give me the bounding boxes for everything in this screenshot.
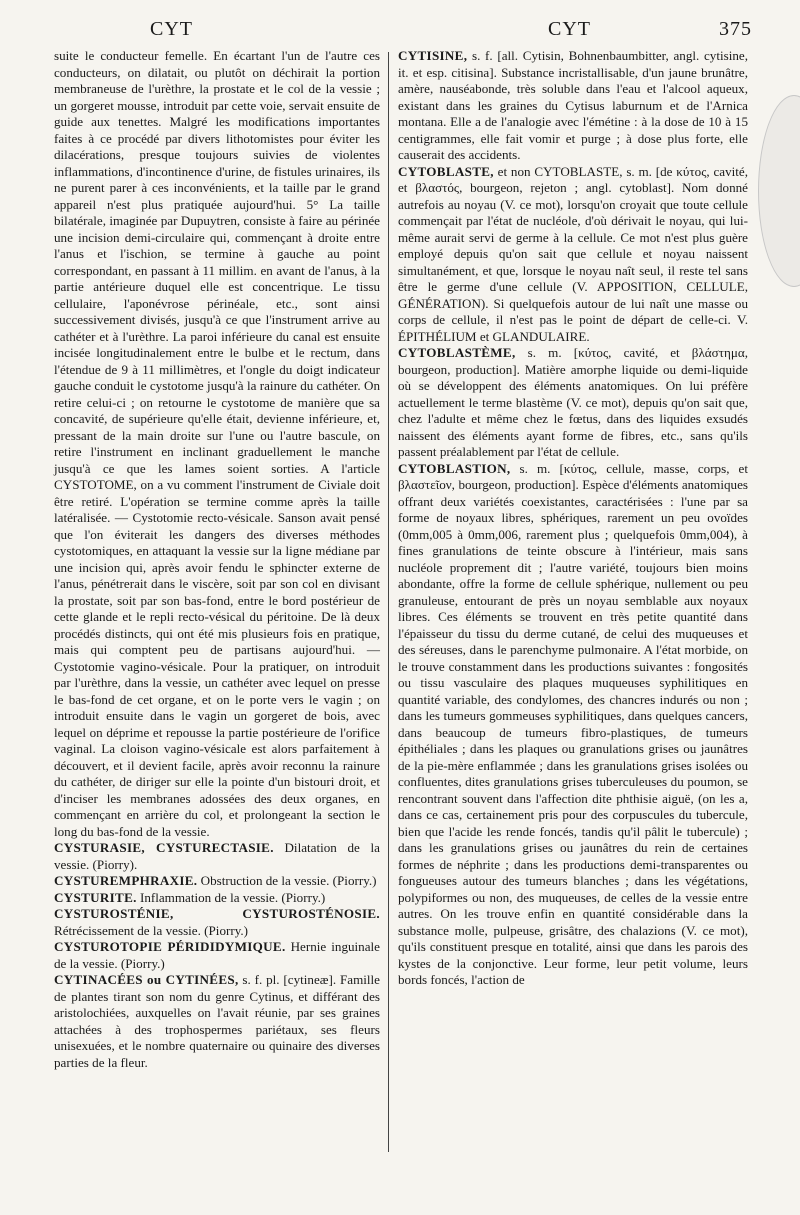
dictionary-entry [54, 939, 380, 972]
entry-text: Inflammation de la vessie. (Piorry.) [136, 889, 326, 905]
running-head-left: CYT [150, 18, 193, 40]
entry-headword: CYTOBLASTE, [398, 163, 494, 179]
left-column [54, 48, 380, 1071]
entry-text: et non CYTOBLASTE, s. m. [de κύτος, cavité, et βλαστός, bourgeon, rejeton ; angl. cytoblast]. Nom donné autrefois au noyau (V. ce mot), lorsqu'on croyait que toute cellule commençait par l'état de nucléole, d'où dérivait le noyau, qui lui-même aurait servi de germe à la cellule. Ce mot n'est plus guère employé depuis qu'on sait que cellule et noyau naissent simultanément, et que, lorsque le noyau naît seul, il reste tel sans être le germe d'une cellule (V. APPOSITION, CELLULE, GÉNÉRATION). Si quelquefois autour de lui naît une masse ou corps de cellule, il n'est pas le point de départ de celle-ci. V. ÉPITHÉLIUM et GLANDULAIRE. [398, 163, 748, 344]
entry-text: s. m. [κύτος, cellule, masse, corps, et βλαστεῖον, bourgeon, production]. Espèce d'éléments anatomiques offrant deux variétés coexistantes, caractérisées : l'une par sa forme de noyaux libres, sphériques, rarement un peu ovoïdes (0mm,005 à 0mm,006, rarement plus ; quelquefois 0mm,004), à fines granulations de teinte obscure à l'intérieur, mais sans nucléole proprement dit ; l'autre variété, toujours bien moins abondante, offre la forme de cellule sphérique, nullement ou peu granuleuse, entourant de près un noyau semblable aux noyaux libres. Ces éléments se trouvent en très petite quantité dans l'épaisseur du tissu du derme cutané, de celui des muqueuses et des séreuses, dans le parenchyme pulmonaire. A l'état morbide, on le trouve constamment dans les productions suivantes : fongosités ou tissu vasculaire des plaques muqueuses syphilitiques en quantité variable, des condylomes, des chancres indurés ou non ; dans les tumeurs gommeuses syphilitiques, dans quelques cancers, dans beaucoup de tumeurs fibro-plastiques, de tumeurs épithéliales ; dans les plaques ou granulations grises ou jaunâtres de la pie-mère enflammée ; dans les granulations grises isolées ou confluentes, dites granulations grises tuberculeuses du poumon, se rencontrant souvent dans l'affection dite phthisie aiguë, (on les a, dans ce cas, certainement pris pour des corpuscules du tubercule, bien que l'acide les rende foncés, tandis qu'il pâlit le tubercule) ; dans les granulations grises ou jaunâtres du rein de certaines formes de néphrite ; dans les productions demi-transparentes ou fongueuses autour des tumeurs blanches ; dans les végétations, polypiformes ou non, des muqueuses, de celles de la vessie entre autres. On les trouve enfin en quantité considérable dans la substance molle, pulpeuse, grisâtre, des chalazions (V. ce mot), qu'ils constituent presque en totalité, ainsi que dans les parois des kystes de la conjonctive. Leur forme, leur petit volume, leurs bords foncés, l'action de [398, 460, 748, 987]
dictionary-entry [398, 48, 748, 164]
dictionary-entry [54, 840, 380, 873]
dictionary-entry [398, 461, 748, 989]
right-column [398, 48, 748, 989]
entry-text: Obstruction de la vessie. (Piorry.) [197, 873, 377, 888]
running-head-center: CYT [548, 18, 591, 40]
dictionary-entry [398, 345, 748, 461]
continuation-paragraph: suite le conducteur femelle. En écartant l'un de l'autre ces conducteurs, on dilatait, ou plutôt on déchirait la portion membraneuse de l'urèthre, la prostate et le col de la vessie ; un gorgeret mousse, introduit par cette voie, servait ensuite de guide aux tenettes. Malgré les modifications importantes faites à ce procédé par divers lithotomistes pour éviter les dilacérations, presque toujours suivies de violentes inflammations, d'incontinence d'urine, de fistules urinaires, ils ne purent parer à ces inconvénients, et la taille par le grand appareil n'est plus pratiquée aujourd'hui. 5° La taille bilatérale, imaginée par Dupuytren, consiste à faire au périnée une incision demi-circulaire qui, commençant à droite entre l'anus et l'ischion, se termine à gauche au point correspondant, en passant à 11 millim. en avant de l'anus, à la partie antérieure duquel elle est concentrique. Le tissu cellulaire, l'aponévrose périnéale, etc., sont ainsi successivement divisés, jusqu'à ce que l'instrument arrive au cathéter et à l'urèthre. La paroi inférieure du canal est ensuite incisée longitudinalement entre le bulbe et le rectum, dans l'étendue de 9 à 11 millimètres, et l'ongle du doigt indicateur gauche conduit le cystotome jusqu'à la rainure du cathéter. On retire celui-ci ; on retourne le cystotome de manière que sa concavité, de supérieure qu'elle était, devienne inférieure, et, pressant de la main droite sur l'une ou l'autre bascule, on retire l'instrument en inclinant graduellement le manche jusqu'à ce que les lames soient sorties. A l'article CYSTOTOME, on a vu comment l'instrument de Civiale doit être retiré. L'opération se termine comme après la taille latéralisée. — Cystotomie recto-vésicale. Sanson avait pensé que l'on éviterait les dangers des diverses méthodes cystotomiques, en attaquant la vessie sur la ligne médiane par une incision qui, après avoir fendu le sphincter externe de l'anus, pénétrerait dans le viscère, soit par son col en divisant la prostate, soit par son bas-fond, entre le bord postérieur de cette glande et le repli recto-vésical du péritoine. De là deux procédés distincts, qui ont été mis plusieurs fois en pratique, mais qui comptent peu de partisans aujourd'hui. — Cystotomie vagino-vésicale. Pour la pratiquer, on introduit par l'urèthre, dans la vessie, un cathéter avec lequel on presse le bas-fond de cet organe, et on le porte vers le vagin ; on introduit ensuite dans le vagin un gorgeret de bois, avec lequel on déprime et repousse la partie postérieure de l'orifice vaginal. La cloison vagino-vésicale est alors parfaitement à découvert, et il devient facile, après avoir reconnu la rainure du cathéter, de diriger sur elle la pointe d'un bistouri droit, et d'inciser les membranes adossées des deux organes, en commençant en arrière du col, et prolongeant la section le long du bas-fond de la vessie. [54, 48, 380, 839]
entry-headword: CYTOBLASTION, [398, 460, 511, 476]
dictionary-entry [54, 906, 380, 939]
column-divider [388, 52, 389, 1152]
entry-headword: CYSTUROTOPIE PÉRIDIDYMIQUE. [54, 939, 286, 954]
library-stamp [758, 95, 800, 287]
entry-text: s. f. [all. Cytisin, Bohnenbaumbitter, angl. cytisine, it. et esp. citisina]. Substance incristallisable, d'un jaune brunâtre, amère, nauséabonde, très soluble dans l'eau et l'alcool aqueux, existant dans les graines du Cytisus laburnum et de l'Arnica montana. Elle a de l'analogie avec l'émétine : à la dose de 10 à 15 centigrammes, elle fait vomir et purge ; à dose plus forte, elle causerait des accidents. [398, 48, 748, 162]
entry-text: s. f. pl. [cytineæ]. Famille de plantes tirant son nom du genre Cytinus, et différant des aristolochiées, auxquelles on l'avait réunie, par ses graines attachées à des trophospermes pariétaux, ses fleurs unisexuées, et le nombre quaternaire ou quinaire des diverses parties de la fleur. [54, 972, 380, 1070]
entry-headword: CYSTURITE. [54, 889, 137, 905]
dictionary-entry [54, 972, 380, 1071]
entry-text: Rétrécissement de la vessie. (Piorry.) [54, 922, 249, 938]
dictionary-entry [54, 873, 380, 890]
entry-headword: CYTINACÉES ou CYTINÉES, [54, 972, 239, 987]
entry-text: Hernie inguinale de la vessie. (Piorry.) [54, 939, 380, 971]
page-number: 375 [719, 18, 752, 40]
entry-headword: CYSTUROSTÉNIE, CYSTUROSTÉNOSIE. [54, 906, 380, 921]
entry-text: Dilatation de la vessie. (Piorry). [54, 840, 380, 872]
entry-text: s. m. [κύτος, cavité, et βλάστημα, bourgeon, production]. Matière amorphe liquide ou demi-liquide où se développent des éléments anatomiques. On lui préfère actuellement le terme blastème (V. ce mot), depuis qu'on sait que, chez l'adulte et même chez le fœtus, dans des liquides exsudés naissent des éléments ayant forme de fibres, etc., sans qu'ils passent préalablement par l'état de cellule. [398, 345, 748, 459]
entry-headword: CYTOBLASTÈME, [398, 345, 516, 360]
entry-headword: CYSTUREMPHRAXIE. [54, 873, 198, 888]
dictionary-entry [54, 890, 380, 907]
entry-headword: CYSTURASIE, CYSTURECTASIE. [54, 840, 274, 855]
dictionary-entry [398, 164, 748, 346]
entry-headword: CYTISINE, [398, 48, 468, 63]
